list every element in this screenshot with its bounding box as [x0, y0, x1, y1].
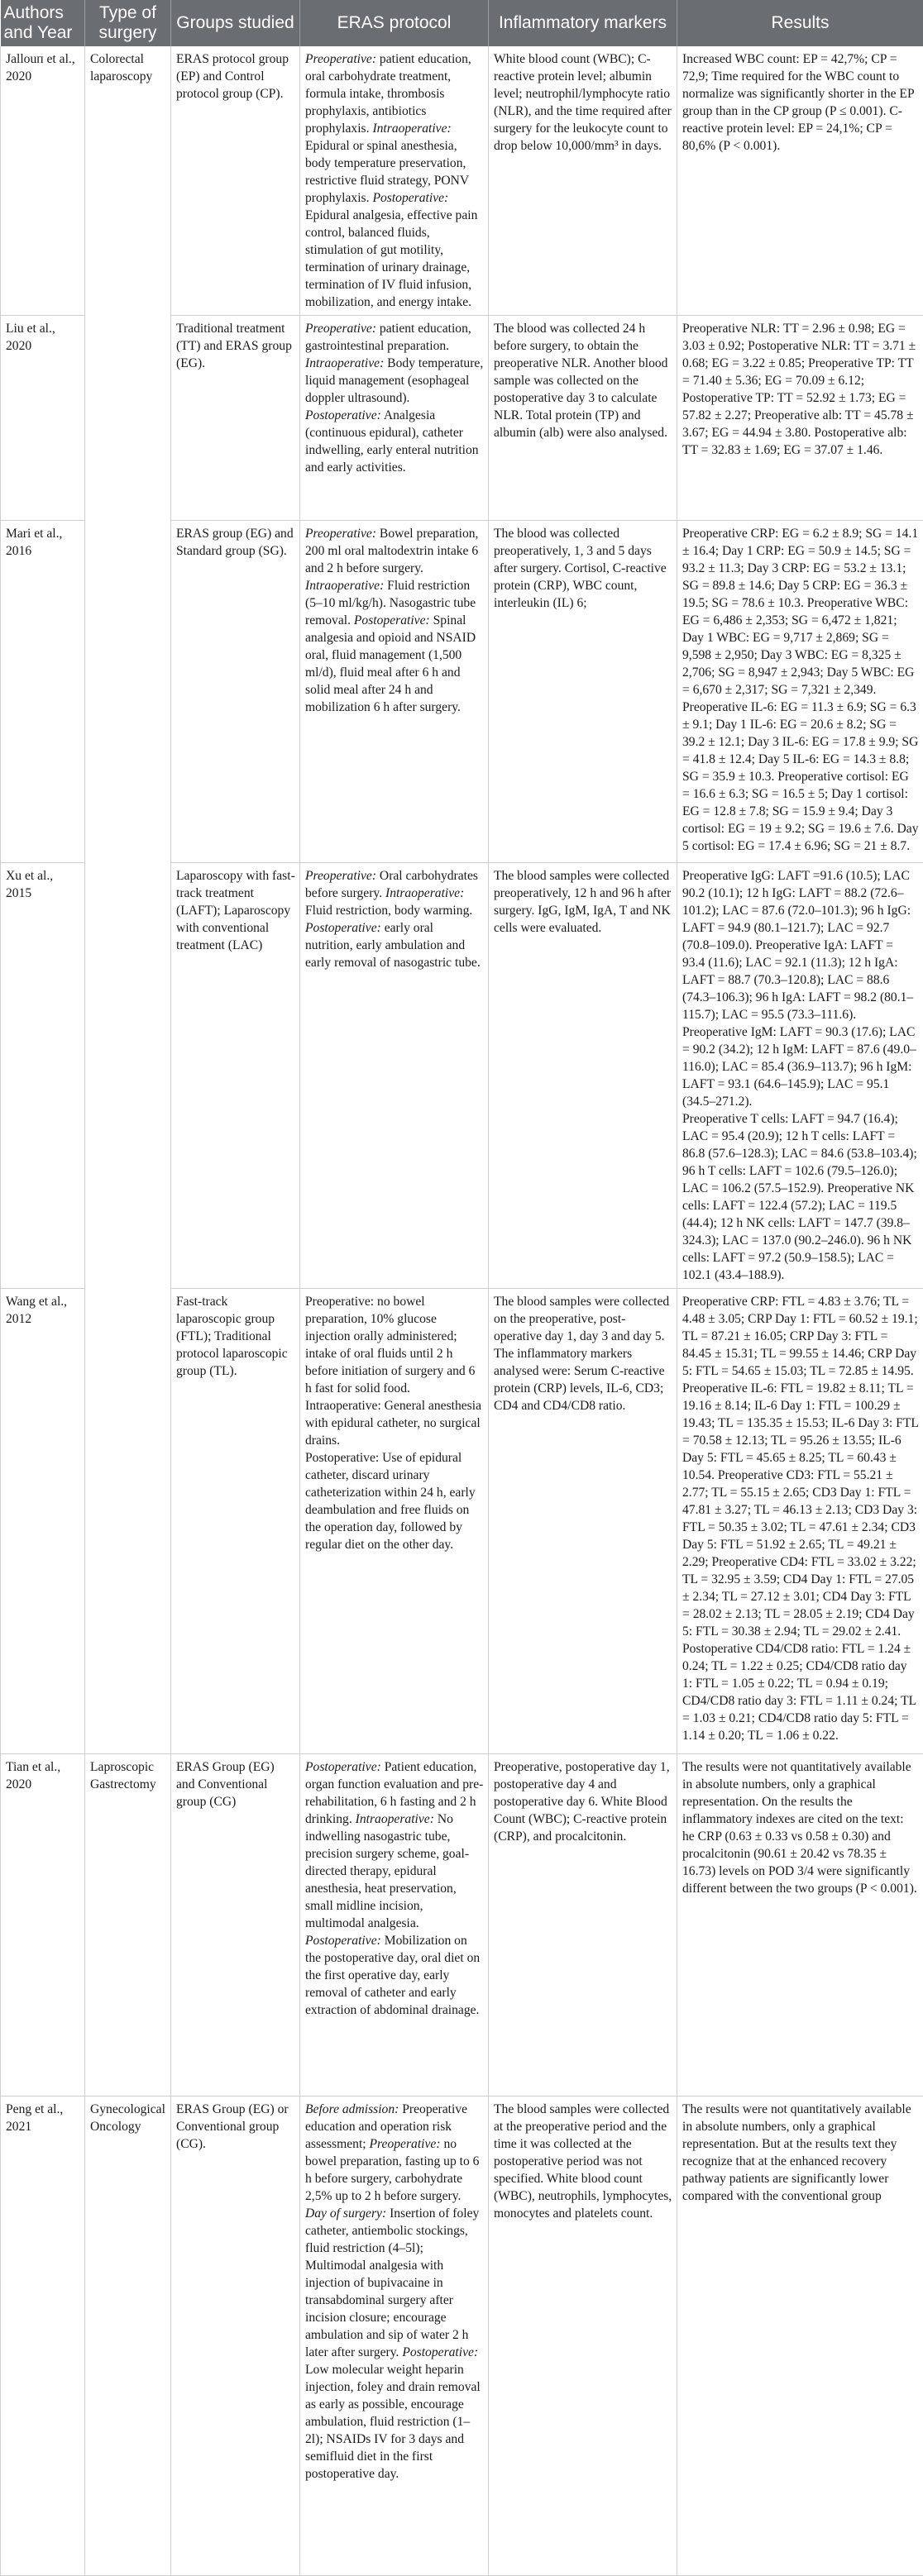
- author-year-cell: Peng et al., 2021: [1, 2097, 85, 2576]
- markers-cell: Preoperative, postoperative day 1, postoperative day 4 and postoperative day 6. White Blood Count (WBC); C-reactive protein (CRP), and procalcitonin.: [489, 1754, 677, 2097]
- protocol-phase-text: No indwelling nasogastric tube, precision surgery scheme, goal-directed therapy, epidural anesthesia, heat preservation, small midline incision, multimodal analgesia.: [305, 1812, 469, 1930]
- protocol-phase-text: patient education, gastrointestinal preparation.: [305, 322, 471, 353]
- protocol-phase-text: Fluid restriction (5–10 ml/kg/h). Nasogastric tube removal.: [305, 579, 476, 627]
- protocol-phase-text: Body temperature, liquid management (esophageal doppler ultrasound).: [305, 356, 483, 405]
- author-year-cell: Liu et al., 2020: [1, 316, 85, 521]
- header-authors-year: Authors and Year: [1, 0, 85, 46]
- results-cell: Increased WBC count: EP = 42,7%; CP = 72,9; Time required for the WBC count to normalize was significantly shorter in the EP group than in the CP group (P ≤ 0.001). C-reactive protein level: EP = 24,1%; CP = 80,6% (P < 0.001).: [677, 46, 923, 316]
- markers-cell: The blood samples were collected at the preoperative period and the time it was collected at the postoperative period was not specified. White blood count (WBC), neutrophils, lymphocytes, monocytes and platelets count.: [489, 2097, 677, 2576]
- header-eras-protocol: ERAS protocol: [300, 0, 489, 46]
- protocol-phase-label: Intraoperative:: [356, 1812, 434, 1826]
- results-cell: Preoperative CRP: EG = 6.2 ± 8.9; SG = 14.1 ± 16.4; Day 1 CRP: EG = 50.9 ± 14.5; SG = 93.2 ± 11.3; Day 3 CRP: EG = 53.2 ± 13.1; SG = 89.8 ± 14.6; Day 5 CRP: EG = 36.3 ± 19.5; SG = 78.6 ± 10.3. Preoperative WBC: EG = 6,486 ± 2,353; SG = 6,472 ± 1,821; Day 1 WBC: EG = 9,717 ± 2,869; SG = 9,598 ± 2,950; Day 3 WBC: EG = 8,325 ± 2,706; SG = 8,947 ± 2,943; Day 5 WBC: EG = 6,670 ± 2,317; SG = 7,321 ± 2,349. Preoperative IL-6: EG = 11.3 ± 6.9; SG = 6.3 ± 9.1; Day 1 IL-6: EG = 20.6 ± 8.2; SG = 39.2 ± 12.1; Day 3 IL-6: EG = 17.8 ± 9.9; SG = 41.8 ± 12.4; Day 5 IL-6: EG = 14.3 ± 8.8; SG = 35.9 ± 10.3. Preoperative cortisol: EG = 16.6 ± 6.3; SG = 16.5 ± 5; Day 1 cortisol: EG = 12.8 ± 7.8; SG = 15.9 ± 9.4; Day 3 cortisol: EG = 19 ± 9.2; SG = 19.6 ± 7.6. Day 5 cortisol: EG = 17.4 ± 6.96; SG = 21 ± 8.7.: [677, 521, 923, 863]
- surgery-type-cell: Gynecological Oncology: [85, 2097, 171, 2576]
- table-header: [1, 0, 923, 46]
- protocol-phase-label: Postoperative:: [305, 1760, 381, 1774]
- surgery-type-cell: Colorectal laparoscopy: [85, 46, 171, 1754]
- protocol-cell: [300, 316, 489, 521]
- protocol-cell: [300, 521, 489, 863]
- protocol-cell: [300, 1754, 489, 2097]
- markers-cell: The blood was collected preoperatively, 1, 3 and 5 days after surgery. Cortisol, C-reactive protein (CRP), WBC count, interleukin (IL) 6;: [489, 521, 677, 863]
- protocol-phase-text: Preoperative education and operation risk assessment;: [305, 2102, 467, 2151]
- results-cell: The results were not quantitatively available in absolute numbers, only a graphical representation. On the results the inflammatory indexes are cited on the text: he CRP (0.63 ± 0.33 vs 0.58 ± 0.30) and procalcitonin (90.61 ± 20.42 vs 78.35 ± 16.73) levels on POD 3/4 were significantly different between the two groups (P < 0.001).: [677, 1754, 923, 2097]
- protocol-phase-text: no bowel preparation, fasting up to 6 h before surgery, carbohydrate 2,5% up to 2 h before surgery.: [305, 2137, 479, 2203]
- groups-cell: Fast-track laparoscopic group (FTL); Traditional protocol laparoscopic group (TL).: [171, 1289, 300, 1754]
- protocol-phase-text: Bowel preparation, 200 ml oral maltodextrin intake 6 and 2 h before surgery.: [305, 527, 478, 575]
- results-cell: Preoperative CRP: FTL = 4.83 ± 3.76; TL = 4.48 ± 3.05; CRP Day 1: FTL = 60.52 ± 19.1; TL = 87.21 ± 16.05; CRP Day 3: FTL = 84.45 ± 15.31; TL = 99.55 ± 14.46; CRP Day 5: FTL = 54.65 ± 15.03; TL = 72.85 ± 14.95. Preoperative IL-6: FTL = 19.82 ± 8.11; TL = 19.16 ± 8.14; IL-6 Day 1: FTL = 100.29 ± 19.43; TL = 135.35 ± 15.53; IL-6 Day 3: FTL = 70.58 ± 12.13; TL = 95.26 ± 13.55; IL-6 Day 5: FTL = 45.65 ± 8.25; TL = 60.43 ± 10.54. Preoperative CD3: FTL = 55.21 ± 2.77; TL = 55.15 ± 2.65; CD3 Day 1: FTL = 47.81 ± 3.27; TL = 46.13 ± 2.13; CD3 Day 3: FTL = 50.35 ± 3.02; TL = 47.61 ± 2.34; CD3 Day 5: FTL = 51.92 ± 2.65; TL = 49.21 ± 2.29; Preoperative CD4: FTL = 33.02 ± 3.22; TL = 32.95 ± 3.59; CD4 Day 1: FTL = 27.05 ± 2.34; TL = 27.12 ± 3.01; CD4 Day 3: FTL = 28.02 ± 2.13; TL = 28.05 ± 2.19; CD4 Day 5: FTL = 30.38 ± 2.94; TL = 29.02 ± 2.41. Postoperative CD4/CD8 ratio: FTL = 1.24 ± 0.24; TL = 1.22 ± 0.25; CD4/CD8 ratio day 1: FTL = 1.05 ± 0.22; TL = 0.94 ± 0.19; CD4/CD8 ratio day 3: FTL = 1.11 ± 0.24; TL = 1.03 ± 0.21; CD4/CD8 ratio day 5: FTL = 1.14 ± 0.20; TL = 1.06 ± 0.22.: [677, 1289, 923, 1754]
- table-row: [1, 2097, 923, 2576]
- protocol-phase-label: Preoperative:: [370, 2137, 441, 2151]
- protocol-phase-label: Postoperative:: [402, 2345, 478, 2359]
- protocol-phase-label: Intraoperative:: [385, 886, 464, 900]
- protocol-phase-label: Intraoperative:: [305, 356, 384, 370]
- surgery-type-cell: Laproscopic Gastrectomy: [85, 1754, 171, 2097]
- protocol-cell: [300, 2097, 489, 2576]
- author-year-cell: Tian et al., 2020: [1, 1754, 85, 2097]
- header-results: Results: [677, 0, 923, 46]
- protocol-phase-text: Oral carbohydrates before surgery.: [305, 869, 478, 900]
- protocol-phase-label: Before admission:: [305, 2102, 399, 2116]
- header-type-of-surgery: Type of surgery: [85, 0, 171, 46]
- markers-cell: The blood samples were collected on the preoperative, post-operative day 1, day 3 and day 5. The inflammatory markers analysed were: Serum C-reactive protein (CRP) levels, IL-6, CD3; CD4 and CD4/CD8 ratio.: [489, 1289, 677, 1754]
- groups-cell: ERAS group (EG) and Standard group (SG).: [171, 521, 300, 863]
- protocol-phase-text: Mobilization on the postoperative day, oral diet on the first operative day, early removal of catheter and early extraction of abdominal drainage.: [305, 1934, 480, 2017]
- author-year-cell: Mari et al., 2016: [1, 521, 85, 863]
- protocol-phase-text: Fluid restriction, body warming.: [305, 904, 472, 918]
- protocol-phase-label: Postoperative:: [305, 1934, 381, 1948]
- results-cell: Preoperative NLR: TT = 2.96 ± 0.98; EG = 3.03 ± 0.92; Postoperative NLR: TT = 3.71 ± 0.68; EG = 3.22 ± 0.85; Preoperative TP: TT = 71.40 ± 5.36; EG = 70.09 ± 6.12; Postoperative TP: TT = 52.92 ± 1.73; EG = 57.82 ± 2.27; Preoperative alb: TT = 45.78 ± 3.67; EG = 44.94 ± 3.80. Postoperative alb: TT = 32.83 ± 1.69; EG = 37.07 ± 1.46.: [677, 316, 923, 521]
- header-inflammatory-markers: Inflammatory markers: [489, 0, 677, 46]
- protocol-phase-label: Intraoperative:: [372, 122, 451, 136]
- protocol-phase-label: Preoperative:: [305, 869, 376, 883]
- protocol-cell: [300, 863, 489, 1289]
- table-row: [1, 1754, 923, 2097]
- protocol-phase-text: Low molecular weight heparin injection, foley and drain removal as early as possible, encourage ambulation, fluid restriction (1–2l); NSAIDs IV for 3 days and semifluid diet in the first postoperative day.: [305, 2363, 481, 2481]
- table-body: [1, 46, 923, 2576]
- author-year-cell: Jallouп et al., 2020: [1, 46, 85, 316]
- groups-cell: ERAS protocol group (EP) and Control protocol group (CP).: [171, 46, 300, 316]
- results-cell: The results were not quantitatively available in absolute numbers, only a graphical representation. But at the results text they recognize that at the enhanced recovery pathway patients are significantly lower compared with the conventional group: [677, 2097, 923, 2576]
- protocol-phase-text: Analgesia (continuous epidural), catheter indwelling, early enteral nutrition and early activities.: [305, 408, 479, 475]
- groups-cell: ERAS Group (EG) and Conventional group (CG): [171, 1754, 300, 2097]
- table-row: [1, 46, 923, 316]
- protocol-phase-text: Epidural or spinal anesthesia, body temperature preservation, restrictive fluid strategy, PONV prophylaxis.: [305, 139, 469, 205]
- protocol-phase-text: Epidural analgesia, effective pain control, balanced fluids, stimulation of gut motility, termination of urinary drainage, termination of IV fluid infusion, mobilization, and energy intake.: [305, 208, 477, 309]
- markers-cell: The blood was collected 24 h before surgery, to obtain the preoperative NLR. Another blood sample was collected on the postoperative day 3 to calculate NLR. Total protein (TP) and albumin (alb) were also analysed.: [489, 316, 677, 521]
- protocol-phase-text: Patient education, organ function evaluation and pre-rehabilitation, 6 h fasting and 2 h drinking.: [305, 1760, 483, 1826]
- protocol-phase-text: Insertion of foley catheter, antiembolic stockings, fluid restriction (4–5l); Multimodal analgesia with injection of bupivacaine in transabdominal surgery after incision closure; encourage ambulation and sip of water 2 h later after surgery.: [305, 2206, 479, 2359]
- protocol-phase-label: Preoperative:: [305, 322, 376, 336]
- protocol-phase-label: Postoperative:: [372, 191, 448, 205]
- author-year-cell: Xu et al., 2015: [1, 863, 85, 1289]
- protocol-phase-label: Postoperative:: [305, 408, 381, 422]
- author-year-cell: Wang et al., 2012: [1, 1289, 85, 1754]
- markers-cell: White blood count (WBC); C-reactive protein level; albumin level; neutrophil/lymphocyte ratio (NLR), and the time required after surgery for the leukocyte count to drop below 10,000/mm³ in days.: [489, 46, 677, 316]
- protocol-phase-text: patient education, oral carbohydrate treatment, formula intake, thrombosis prophylaxis, antibiotics prophylaxis.: [305, 52, 471, 136]
- groups-cell: Traditional treatment (TT) and ERAS group (EG).: [171, 316, 300, 521]
- protocol-phase-label: Postoperative:: [354, 613, 430, 627]
- protocol-phase-label: Postoperative:: [305, 921, 381, 935]
- protocol-cell: Preoperative: no bowel preparation, 10% glucose injection orally administered; intake of oral fluids until 2 h before initiation of surgery and 6 h fast for solid food. Intraoperative: General anesthesia with epidural catheter, no surgical drains. Postoperative: Use of epidural catheter, discard urinary catheterization within 24 h, early deambulation and free fluids on the operation day, followed by regular diet on the other day.: [300, 1289, 489, 1754]
- protocol-phase-label: Preoperative:: [305, 52, 376, 66]
- groups-cell: Laparoscopy with fast-track treatment (LAFT); Laparoscopy with conventional treatment (LAC): [171, 863, 300, 1289]
- protocol-phase-label: Intraoperative:: [305, 579, 384, 593]
- results-cell: Preoperative IgG: LAFT =91.6 (10.5); LAC 90.2 (10.1); 12 h IgG: LAFT = 88.2 (72.6–101.2); LAC = 87.6 (72.0–101.3); 96 h IgG: LAFT = 94.9 (80.1–121.7); LAC = 92.7 (70.8–109.0). Preoperative IgA: LAFT = 93.4 (11.6); LAC = 92.1 (11.3); 12 h IgA: LAFT = 88.7 (70.3–120.8); LAC = 88.6 (74.3–106.3); 96 h IgA: LAFT = 98.2 (80.1–115.7); LAC = 95.5 (73.3–111.6). Preoperative IgM: LAFT = 90.3 (17.6); LAC = 90.2 (34.2); 12 h IgM: LAFT = 87.6 (49.0–116.0); LAC = 85.4 (36.9–113.7); 96 h IgM: LAFT = 93.1 (64.6–145.9); LAC = 95.1 (34.5–271.2). Preoperative T cells: LAFT = 94.7 (16.4); LAC = 95.4 (20.9); 12 h T cells: LAFT = 86.8 (57.6–128.3); LAC = 84.6 (53.8–103.4); 96 h T cells: LAFT = 102.6 (79.5–126.0); LAC = 106.2 (57.5–152.9). Preoperative NK cells: LAFT = 122.4 (57.2); LAC = 119.5 (44.4); 12 h NK cells: LAFT = 147.7 (39.8–324.3); LAC = 137.0 (90.2–246.0). 96 h NK cells: LAFT = 97.2 (50.9–158.5); LAC = 102.1 (43.4–188.9).: [677, 863, 923, 1289]
- protocol-phase-text: Spinal analgesia and opioid and NSAID oral, fluid management (1,500 ml/d), fluid meal after 6 h and solid meal after 24 h and mobilization 6 h after surgery.: [305, 613, 476, 714]
- protocol-phase-label: Preoperative:: [305, 527, 376, 541]
- header-groups-studied: Groups studied: [171, 0, 300, 46]
- protocol-cell: [300, 46, 489, 316]
- groups-cell: ERAS Group (EG) or Conventional group (CG).: [171, 2097, 300, 2576]
- protocol-phase-text: early oral nutrition, early ambulation and early removal of nasogastric tube.: [305, 921, 481, 970]
- markers-cell: The blood samples were collected preoperatively, 12 h and 96 h after surgery. IgG, IgM, IgA, T and NK cells were evaluated.: [489, 863, 677, 1289]
- protocol-phase-label: Day of surgery:: [305, 2206, 386, 2221]
